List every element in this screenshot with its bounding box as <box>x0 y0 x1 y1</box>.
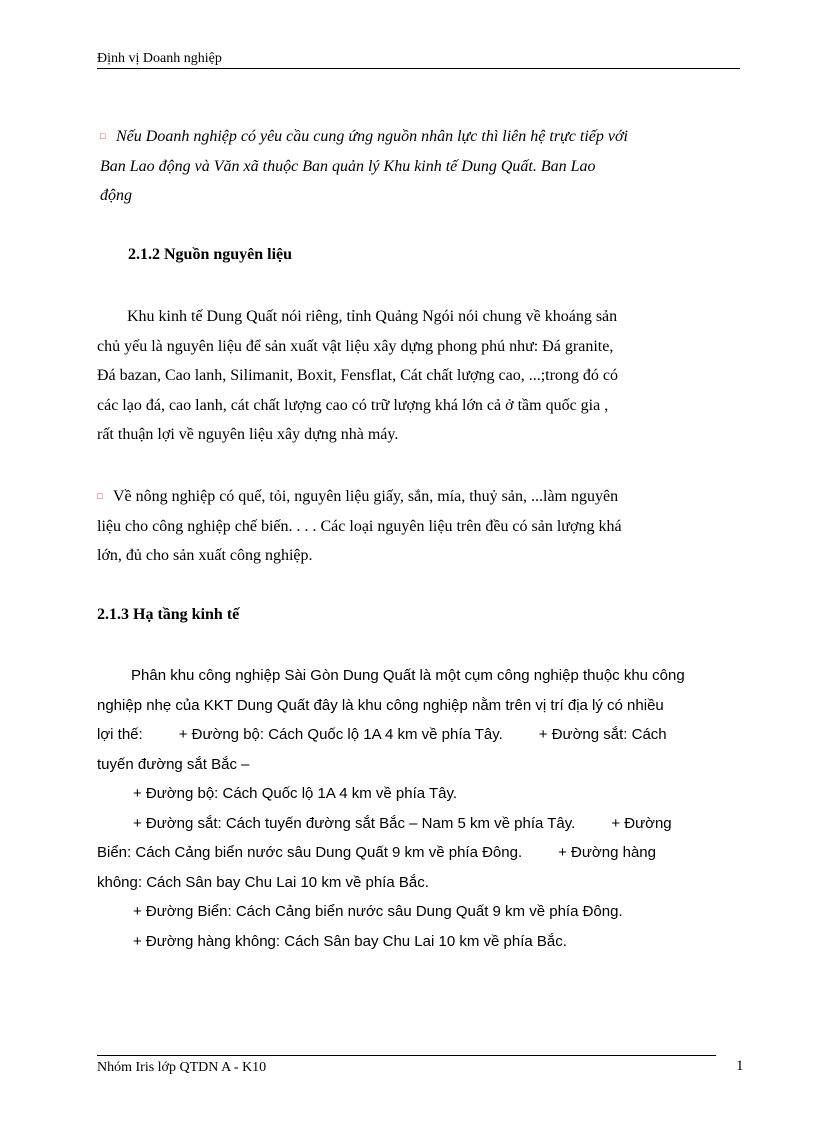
p2-line3: Đá bazan, Cao lanh, Silimanit, Boxit, Fensflat, Cát chất lượng cao, ...;trong đó có <box>97 367 619 384</box>
p4-line3b: + Đường bộ: Cách Quốc lộ 1A 4 km về phía Tây. <box>178 726 503 743</box>
p3-line1: Về nông nghiệp có quế, tỏi, nguyên liệu giấy, sắn, mía, thuỷ sản, ...làm nguyên <box>113 488 619 505</box>
p4-line1: Phân khu công nghiệp Sài Gòn Dung Quất là một cụm công nghiệp thuộc khu công <box>131 667 685 684</box>
p4-line7a: Biển: Cách Cảng biển nước sâu Dung Quất 9 km về phía Đông. <box>97 844 523 861</box>
p3-line2: liệu cho công nghiệp chế biến. . . . Các loại nguyên liệu trên đều có sản lượng khá <box>97 517 622 535</box>
footer-text: Nhóm Iris lớp QTDN A - K10 <box>97 1060 267 1075</box>
p4-line6b: + Đường <box>611 814 672 832</box>
page-number: 1 <box>736 1058 744 1074</box>
p2-line5: rất thuận lợi về nguyên liệu xây dựng nhà máy. <box>97 426 399 443</box>
p4-line8: không: Cách Sân bay Chu Lai 10 km về phía Bắc. <box>97 873 429 891</box>
p2-line1: Khu kinh tế Dung Quất nói riêng, tỉnh Quảng Ngói nói chung về khoáng sản <box>127 308 618 325</box>
paragraph-infrastructure <box>97 661 757 956</box>
p2-line2: chủ yếu là nguyên liệu để sản xuất vật liệu xây dựng phong phú như: Đá granite, <box>97 337 614 355</box>
paragraph-agriculture <box>97 482 757 571</box>
p4-line9: + Đường Biển: Cách Cảng biển nước sâu Dung Quất 9 km về phía Đông. <box>133 903 623 920</box>
p4-line7b: + Đường hàng <box>558 844 656 861</box>
header-title: Định vị Doanh nghiệp <box>97 51 222 66</box>
header-divider <box>97 68 740 69</box>
heading-2-1-3: 2.1.3 Hạ tầng kinh tế <box>97 606 240 623</box>
p1-line3: động <box>100 187 132 204</box>
p4-line3c: + Đường sắt: Cách <box>538 726 667 743</box>
paragraph-labor <box>100 122 760 211</box>
footer-divider <box>97 1055 716 1056</box>
heading-2-1-2: 2.1.2 Nguồn nguyên liệu <box>128 246 293 263</box>
p4-line10: + Đường hàng không: Cách Sân bay Chu Lai 10 km về phía Bắc. <box>133 932 567 950</box>
paragraph-materials <box>97 302 757 450</box>
p1-line1: Nếu Doanh nghiệp có yêu cầu cung ứng nguồn nhân lực thì liên hệ trực tiếp với <box>116 128 628 145</box>
p4-line2: nghiệp nhẹ của KKT Dung Quất đây là khu công nghiệp nằm trên vị trí địa lý có nhiều <box>97 696 664 714</box>
p2-line4: các lạo đá, cao lanh, cát chất lượng cao có trữ lượng khá lớn cả ở tầm quốc gia , <box>97 396 609 414</box>
p4-line3a: lợi thế: <box>97 726 143 743</box>
p4-line4: tuyến đường sắt Bắc – <box>97 755 250 773</box>
bullet-marker-icon: □ <box>97 491 103 501</box>
p4-line6a: + Đường sắt: Cách tuyến đường sắt Bắc – Nam 5 km về phía Tây. <box>133 814 576 832</box>
bullet-marker-icon: □ <box>100 131 106 141</box>
p1-line2: Ban Lao động và Văn xã thuộc Ban quản lý Khu kinh tế Dung Quất. Ban Lao <box>100 157 596 175</box>
p3-line3: lớn, đủ cho sản xuất công nghiệp. <box>97 547 313 564</box>
p4-line5: + Đường bộ: Cách Quốc lộ 1A 4 km về phía Tây. <box>133 785 458 802</box>
